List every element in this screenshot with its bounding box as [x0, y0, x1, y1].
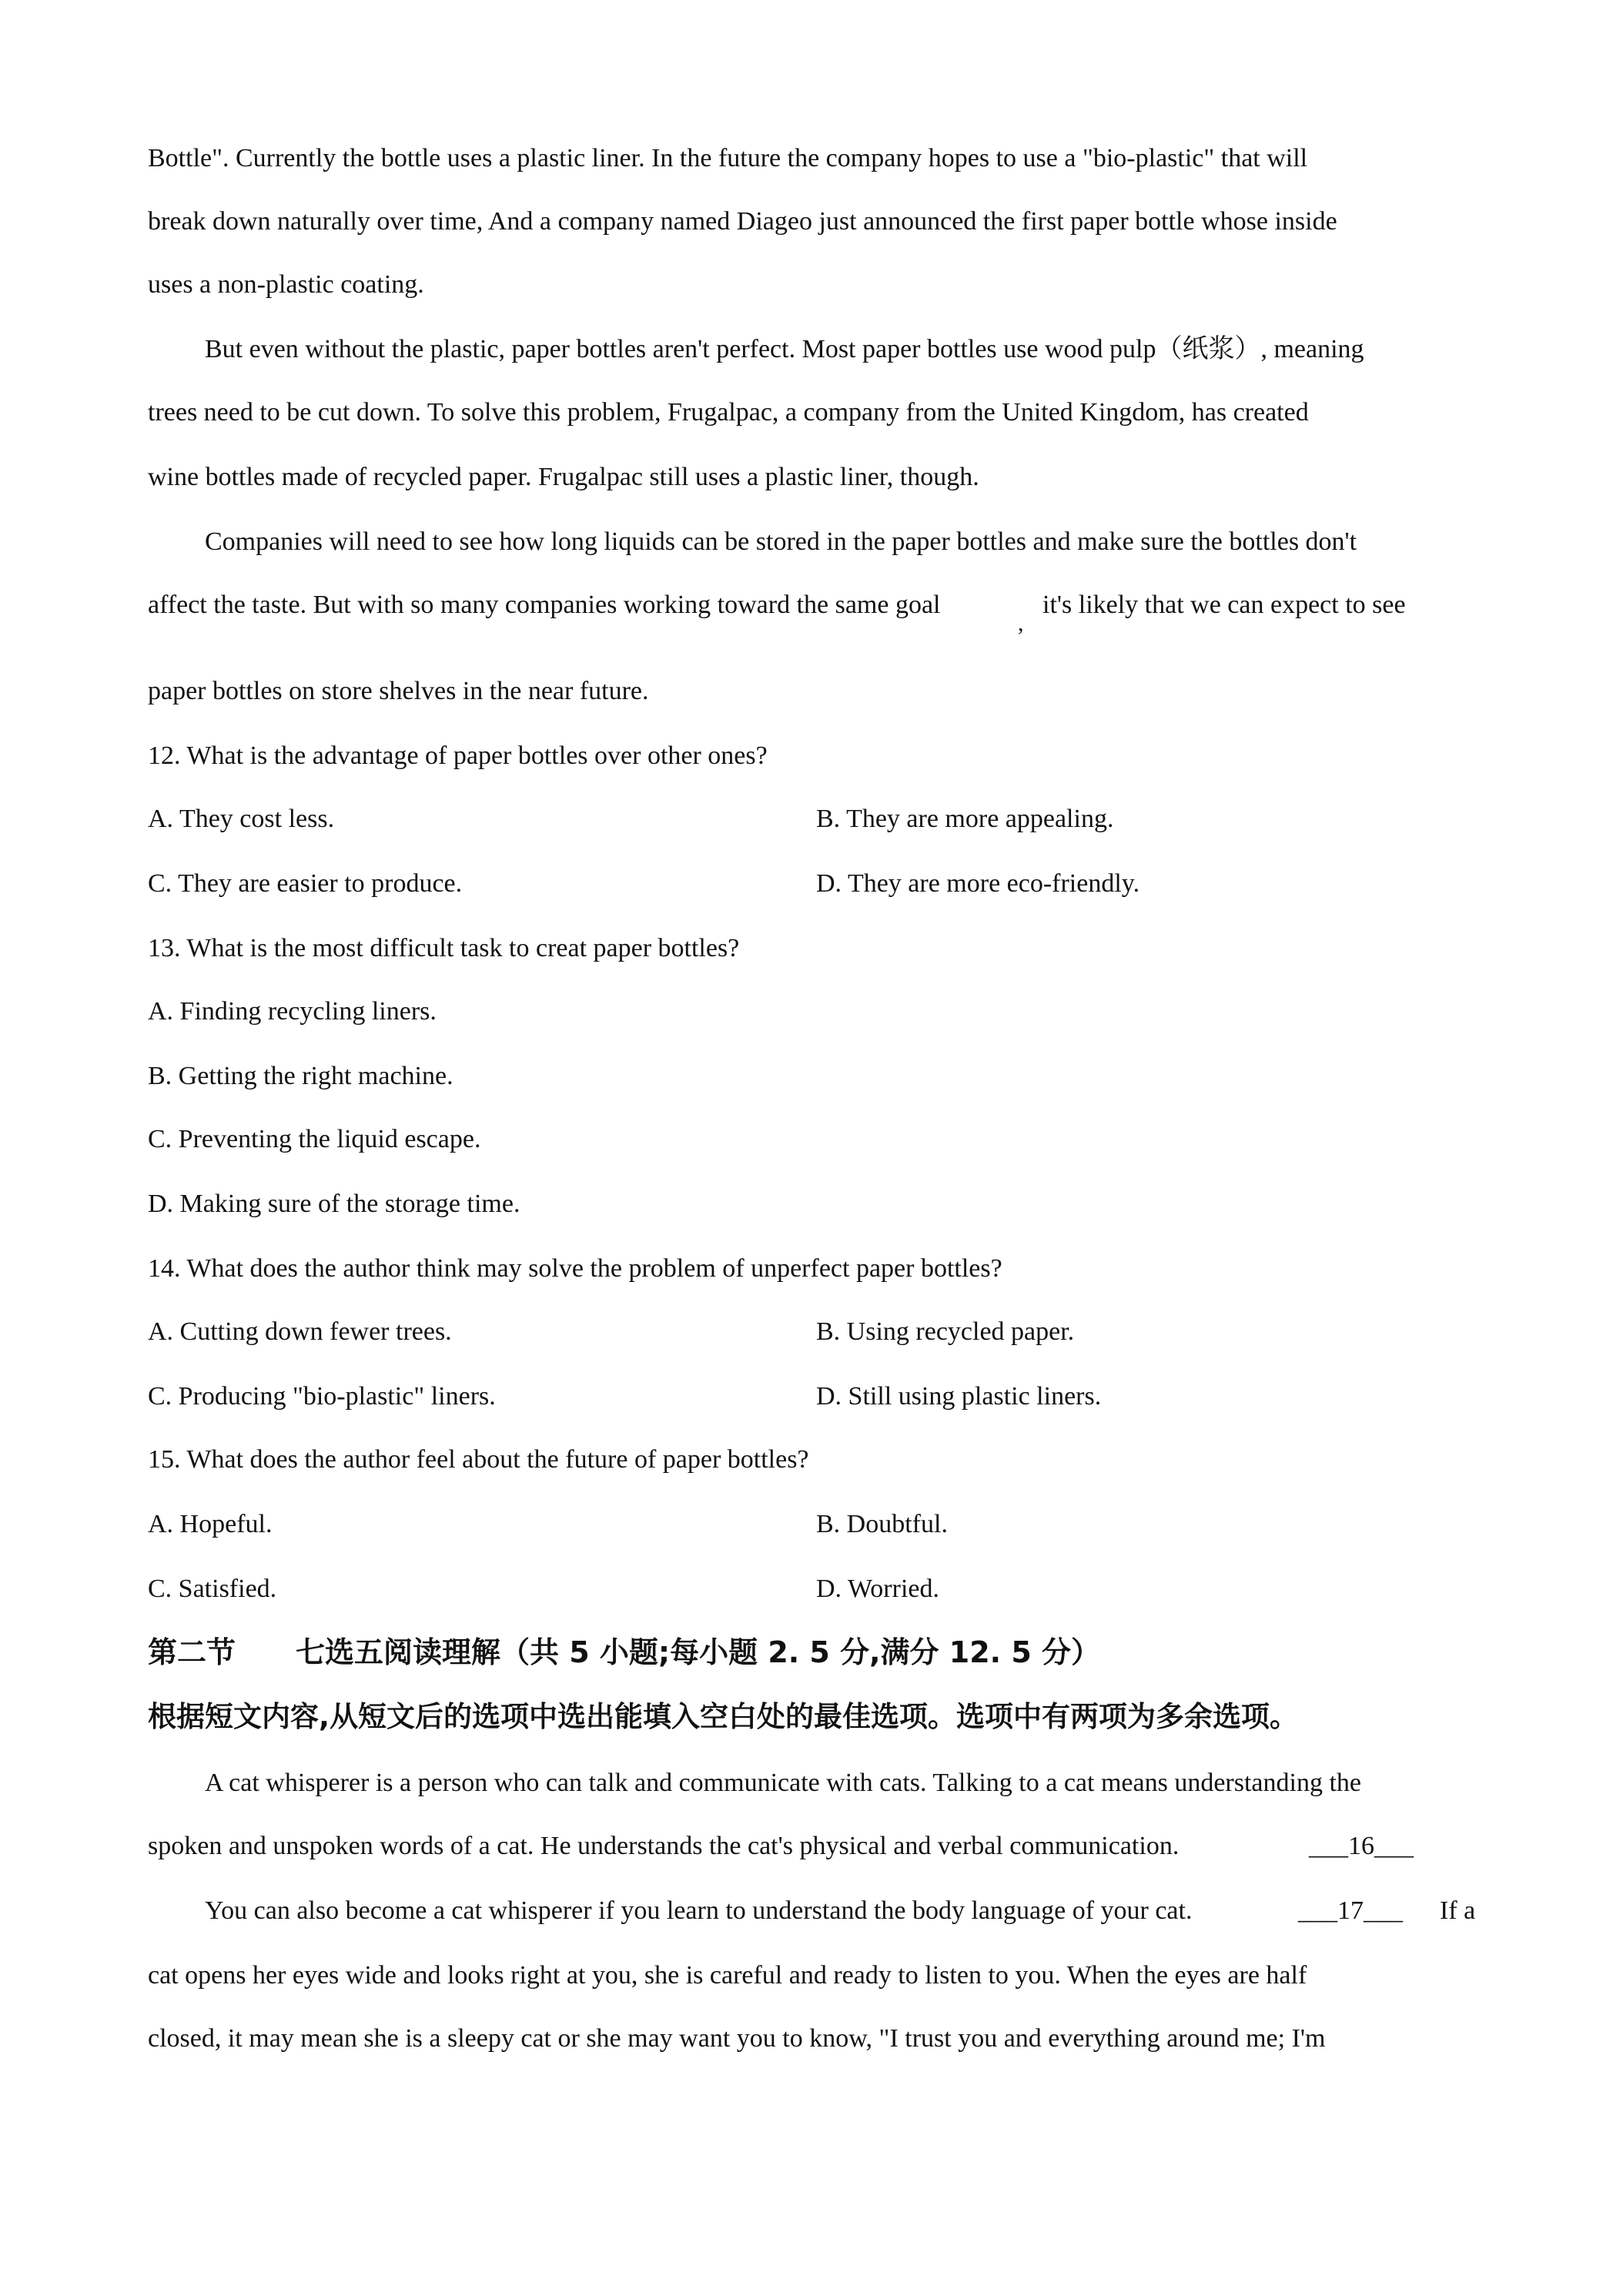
answer-option[interactable]: D. Making sure of the storage time. [148, 1190, 520, 1218]
answer-option[interactable]: A. Cutting down fewer trees. [148, 1317, 452, 1346]
blank-17[interactable]: ___17___ [1298, 1896, 1403, 1925]
passage-line: affect the taste. But with so many companies working toward the same goal [148, 591, 941, 619]
passage-line: A cat whisperer is a person who can talk and communicate with cats. Talking to a cat means understanding the [205, 1769, 1361, 1797]
passage-line: spoken and unspoken words of a cat. He understands the cat's physical and verbal communication. [148, 1832, 1180, 1860]
passage-line: trees need to be cut down. To solve this problem, Frugalpac, a company from the United Kingdom, has created [148, 398, 1309, 427]
answer-option[interactable]: B. Using recycled paper. [816, 1317, 1075, 1346]
answer-option[interactable]: B. Doubtful. [816, 1510, 948, 1538]
question-stem: 15. What does the author feel about the future of paper bottles? [148, 1445, 809, 1474]
answer-option[interactable]: C. They are easier to produce. [148, 869, 463, 898]
answer-option[interactable]: A. They cost less. [148, 805, 335, 833]
answer-option[interactable]: D. Still using plastic liners. [816, 1382, 1102, 1411]
question-stem: 13. What is the most difficult task to creat paper bottles? [148, 934, 740, 962]
passage-line: break down naturally over time, And a company named Diageo just announced the first paper bottle whose inside [148, 207, 1337, 236]
answer-option[interactable]: D. Worried. [816, 1575, 939, 1603]
passage-line: Bottle". Currently the bottle uses a plastic liner. In the future the company hopes to use a "bio-plastic" that will [148, 144, 1308, 172]
answer-option[interactable]: A. Hopeful. [148, 1510, 273, 1538]
answer-option[interactable]: D. They are more eco-friendly. [816, 869, 1140, 898]
section-heading-label: 第二节 [148, 1635, 236, 1669]
question-stem: 14. What does the author think may solve the problem of unperfect paper bottles? [148, 1254, 1002, 1283]
answer-option[interactable]: B. Getting the right machine. [148, 1062, 453, 1090]
passage-line: Companies will need to see how long liquids can be stored in the paper bottles and make sure the bottles don't [205, 527, 1357, 556]
passage-line: If a [1440, 1896, 1476, 1925]
section-heading-title: 七选五阅读理解（共 5 小题;每小题 2. 5 分,满分 12. 5 分） [296, 1635, 1100, 1669]
answer-option[interactable]: A. Finding recycling liners. [148, 997, 437, 1026]
answer-option[interactable]: C. Satisfied. [148, 1575, 277, 1603]
section-instruction: 根据短文内容,从短文后的选项中选出能填入空白处的最佳选项。选项中有两项为多余选项。 [148, 1700, 1299, 1733]
passage-line: paper bottles on store shelves in the near future. [148, 677, 649, 705]
answer-option[interactable]: C. Preventing the liquid escape. [148, 1125, 481, 1153]
answer-option[interactable]: C. Producing "bio-plastic" liners. [148, 1382, 496, 1411]
passage-line: You can also become a cat whisperer if you learn to understand the body language of your cat. [205, 1896, 1193, 1925]
answer-option[interactable]: B. They are more appealing. [816, 805, 1114, 833]
passage-line: cat opens her eyes wide and looks right at you, she is careful and ready to listen to you. When the eyes are half [148, 1961, 1307, 1990]
passage-line: uses a non-plastic coating. [148, 270, 424, 299]
question-stem: 12. What is the advantage of paper bottles over other ones? [148, 741, 768, 770]
passage-comma: , [1018, 611, 1024, 636]
passage-line: But even without the plastic, paper bottles aren't perfect. Most paper bottles use wood pulp（纸浆）, meaning [205, 335, 1364, 363]
passage-line: closed, it may mean she is a sleepy cat or she may want you to know, "I trust you and everything around me; I'm [148, 2024, 1326, 2053]
blank-16[interactable]: ___16___ [1309, 1832, 1414, 1860]
passage-line: wine bottles made of recycled paper. Frugalpac still uses a plastic liner, though. [148, 463, 979, 491]
passage-line: it's likely that we can expect to see [1042, 591, 1406, 619]
